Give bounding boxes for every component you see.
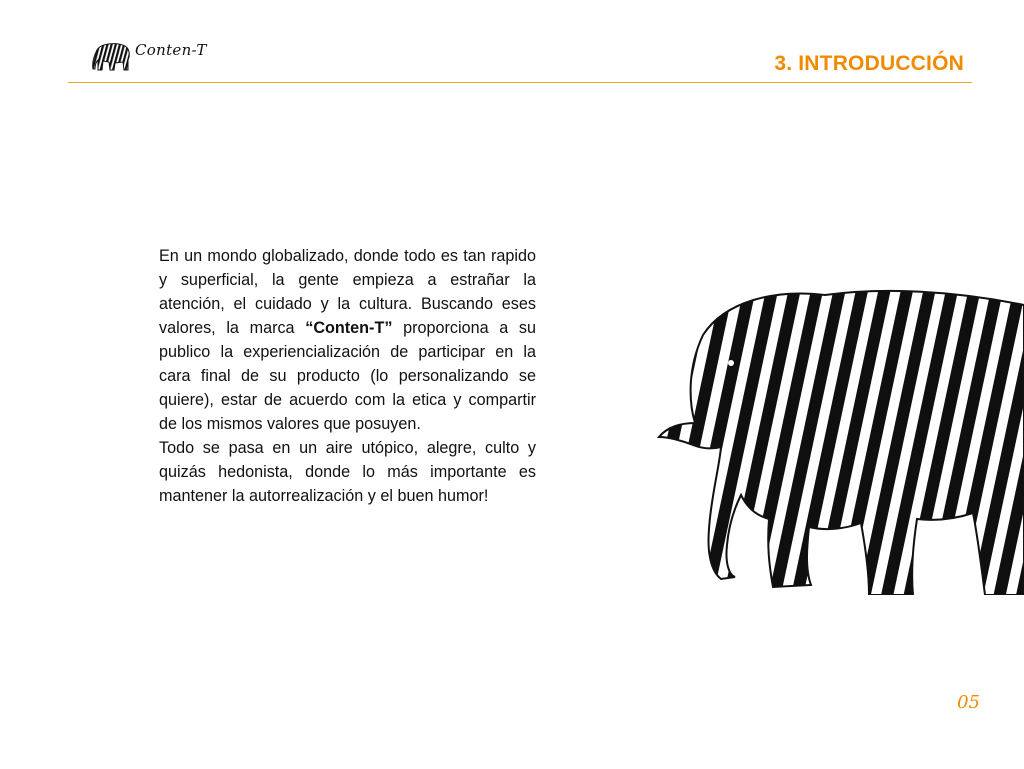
section-title: 3. INTRODUCCIÓN: [774, 52, 964, 75]
brand-name: Conten-T: [135, 41, 207, 59]
intro-paragraph-2: Todo se pasa en un aire utópico, alegre, culto y quizás hedonista, donde lo más importante es mantener la autorrealización y el buen humor!: [159, 439, 536, 505]
header-divider: [68, 82, 972, 83]
zebra-elephant-illustration: [655, 283, 1024, 595]
intro-paragraph-1: En un mondo globalizado, donde todo es tan rapido y superficial, la gente empieza a estrañar la atención, el cuidado y la cultura. Buscando eses valores, la marca “Conten-T” proporciona a su publico la experiencialización de participar en la cara final de su producto (lo personalizando se quiere), estar de acuerdo com la etica y compartir de los mismos valores que posuyen.: [159, 247, 536, 433]
header-logo: [91, 40, 207, 72]
zebra-elephant-icon: [91, 40, 131, 72]
intro-text: [159, 244, 536, 508]
page-number: 05: [957, 692, 980, 713]
elephant-eye: [728, 360, 734, 366]
brand-mention: “Conten-T”: [305, 319, 393, 337]
